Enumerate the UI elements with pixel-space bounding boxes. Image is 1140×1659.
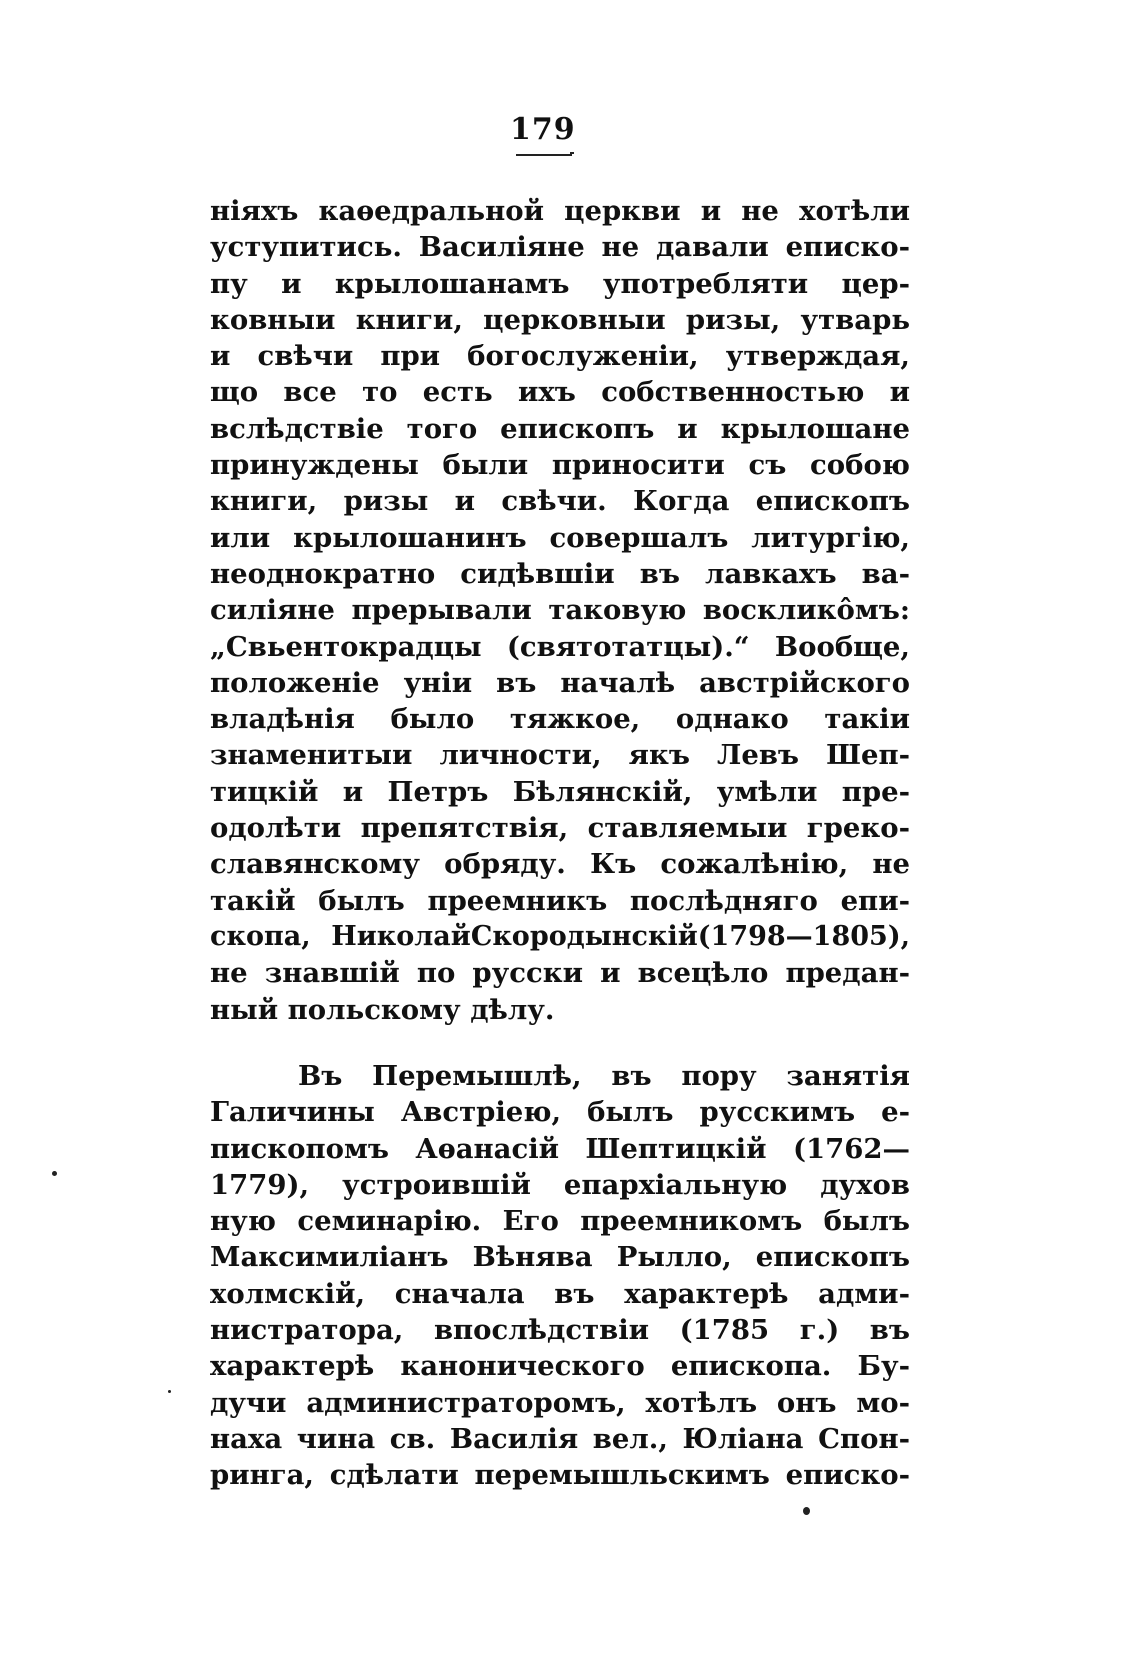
text-line: скопа, НиколайСкородынскій(1798—1805), — [210, 920, 910, 952]
text-line: силіяне прерывали таковую восклико̂мъ: — [210, 594, 910, 627]
scan-speck — [803, 1507, 810, 1515]
text-line: що все то есть ихъ собственностью и — [210, 376, 910, 409]
page-number: 179 — [510, 112, 576, 147]
paragraph-1 — [210, 193, 910, 1028]
scan-speck — [168, 1390, 171, 1393]
paragraph-2 — [210, 1058, 910, 1494]
text-line: характерѣ канонического епископа. Бу- — [210, 1350, 910, 1383]
text-line: пу и крылошанамъ употребляти цер- — [210, 267, 910, 300]
text-line: „Свьентокрадцы (святотатцы).“ Вообще, — [210, 630, 910, 663]
text-line: Въ Перемышлѣ, въ пору занятія — [298, 1060, 910, 1092]
scan-speck — [52, 1171, 57, 1176]
text-line: принуждены были приносити съ собою — [210, 449, 910, 482]
text-line: холмскій, сначала въ характерѣ адми- — [210, 1277, 910, 1310]
page-number-rule — [516, 154, 572, 156]
text-line: Галичины Австріею, былъ русскимъ е- — [210, 1096, 910, 1129]
text-line: владѣнія было тяжкое, однако такіи — [210, 703, 910, 736]
text-line: или крылошанинъ совершалъ литургію, — [210, 521, 910, 554]
text-line: нистратора, впослѣдствіи (1785 г.) въ — [210, 1314, 910, 1347]
text-line: пископомъ Аѳанасій Шептицкій (1762— — [210, 1132, 910, 1165]
text-line: вслѣдствіе того епископъ и крылошане — [210, 412, 910, 445]
scan-speck — [570, 152, 574, 154]
text-line: такій былъ преемникъ послѣдняго епи- — [210, 884, 910, 917]
text-line: не знавшій по русски и всецѣло предан- — [210, 957, 910, 990]
text-line: знаменитыи личности, якъ Левъ Шеп- — [210, 739, 910, 772]
text-line: книги, ризы и свѣчи. Когда епископъ — [210, 485, 910, 518]
text-line: наха чина св. Василія вел., Юліана Спон- — [210, 1422, 910, 1455]
text-line: славянскому обряду. Къ сожалѣнію, не — [210, 848, 910, 881]
text-line: положеніе уніи въ началѣ австрійского — [210, 666, 910, 699]
text-line: ковныи книги, церковныи ризы, утварь — [210, 303, 910, 336]
text-line: ніяхъ каѳедральной церкви и не хотѣли — [210, 195, 910, 227]
text-line: и свѣчи при богослуженіи, утверждая, — [210, 340, 910, 373]
text-line: тицкій и Петръ Бѣлянскій, умѣли пре- — [210, 775, 910, 808]
text-line: 1779), устроившій епархіальную духов — [210, 1168, 910, 1201]
text-line: Максимиліанъ Вѣнява Рылло, епископъ — [210, 1241, 910, 1274]
text-line: дучи администраторомъ, хотѣлъ онъ мо- — [210, 1386, 910, 1419]
text-line: ный польскому дѣлу. — [210, 993, 555, 1026]
text-line: неоднократно сидѣвшіи въ лавкахъ ва- — [210, 557, 910, 590]
text-line: одолѣти препятствія, ставляемыи греко- — [210, 812, 910, 845]
text-line: уступитись. Василіяне не давали еписко- — [210, 231, 910, 264]
text-line: ную семинарію. Его преемникомъ былъ — [210, 1205, 910, 1238]
text-line: ринга, сдѣлати перемышльскимъ еписко- — [210, 1459, 910, 1492]
